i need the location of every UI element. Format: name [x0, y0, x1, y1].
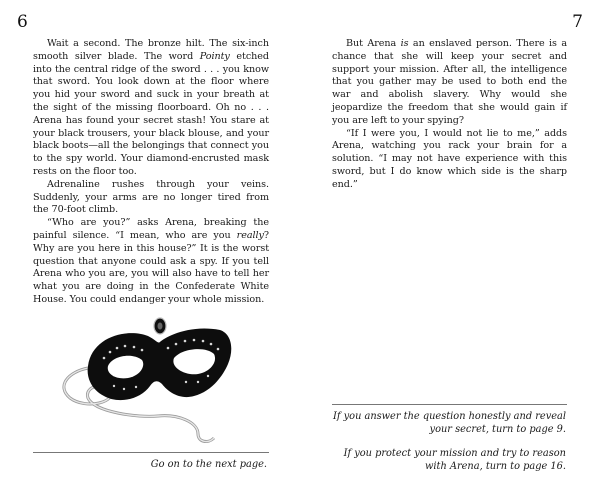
page-number: 6: [17, 12, 28, 32]
paragraph: “Who are you?” asks Arena, breaking the painful silence. “I mean, who are you really? Why are you here in this house?” It is the worst question that anyone could ask a spy. If you tell Arena who you are, you will also have to tell her what you are doing in the Confederate White House. You could endanger your whole mission.: [33, 217, 269, 305]
masquerade-mask-illustration: [48, 306, 268, 446]
choice-honest[interactable]: If you answer the question honestly and reveal your secret, turn to page 9.: [333, 411, 566, 435]
divider: [33, 452, 269, 453]
choice-protect-mission[interactable]: If you protect your mission and try to reason with Arena, turn to page 16.: [343, 448, 566, 472]
left-body-text: [33, 38, 269, 307]
paragraph: Wait a second. The bronze hilt. The six-inch smooth silver blade. The word Pointy etched into the central ridge of the sword . . . you know that sword. You look down at the floor where you hid your sword and suck in your breath at the sight of the missing floorboard. Oh no . . . Arena has found your secret stash! You stare at your black trousers, your black blouse, and your black boots—all the belongings that connect you to the spy world. Your diamond-encrusted mask rests on the floor too.: [33, 38, 269, 177]
paragraph: Adrenaline rushes through your veins. Suddenly, your arms are no longer tired from the 70-foot climb.: [33, 178, 269, 216]
right-body-text: [332, 38, 567, 192]
paragraph: But Arena is an enslaved person. There is a chance that she will keep your secret and support your mission. After all, the intelligence that you gather may be used to both end the war and abolish slavery. Why would she jeopardize the freedom that she would gain if you are left to your spying?: [332, 38, 567, 126]
paragraph: “If I were you, I would not lie to me,” adds Arena, watching you rack your brain for a solution. “I may not have experience with this sword, but I do know which side is the sharp end.”: [332, 127, 567, 190]
divider: [332, 404, 567, 405]
page-number: 7: [572, 12, 583, 32]
next-page-note: Go on to the next page.: [150, 459, 267, 470]
